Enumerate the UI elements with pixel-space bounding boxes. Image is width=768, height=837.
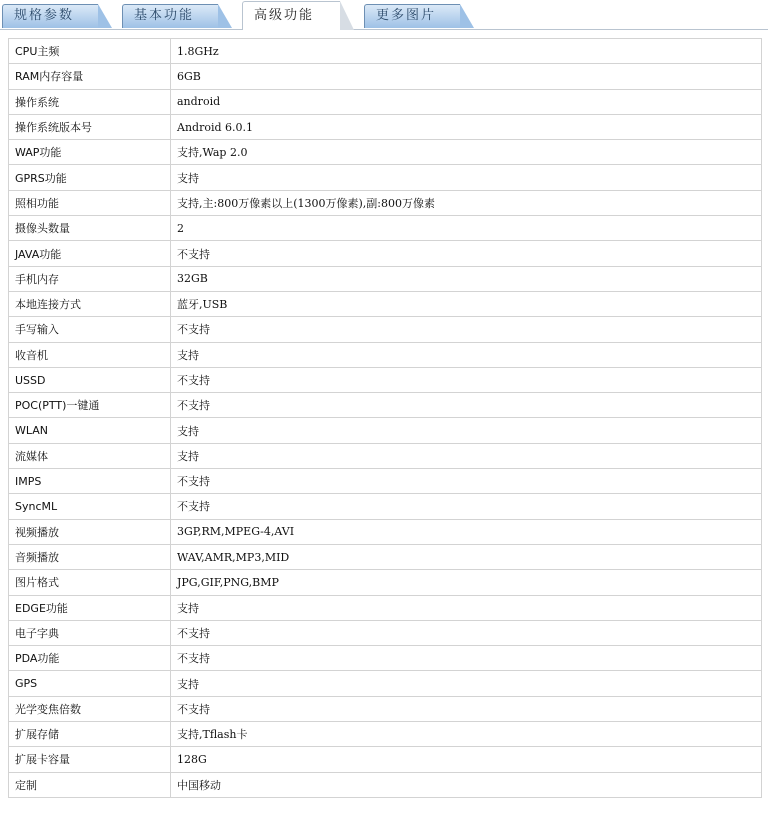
table-row [9, 772, 762, 797]
spec-name: EDGE功能 [9, 595, 171, 620]
spec-value: 2 [171, 216, 762, 241]
table-row [9, 620, 762, 645]
table-row [9, 469, 762, 494]
spec-value: 不支持 [171, 494, 762, 519]
spec-name: USSD [9, 367, 171, 392]
tab-basic-features[interactable] [122, 4, 232, 28]
spec-value: 128G [171, 747, 762, 772]
spec-value: 支持,Wap 2.0 [171, 140, 762, 165]
spec-name: 操作系统 [9, 89, 171, 114]
spec-value: 不支持 [171, 646, 762, 671]
table-row [9, 418, 762, 443]
table-row [9, 165, 762, 190]
tab-label: 高级功能 [254, 8, 315, 23]
spec-name: 视频播放 [9, 519, 171, 544]
spec-value: 不支持 [171, 469, 762, 494]
spec-name: 手机内存 [9, 266, 171, 291]
spec-name: GPS [9, 671, 171, 696]
spec-value: 支持 [171, 595, 762, 620]
spec-value: 支持 [171, 671, 762, 696]
spec-name: 光学变焦倍数 [9, 696, 171, 721]
spec-name: 操作系统版本号 [9, 114, 171, 139]
table-row [9, 519, 762, 544]
spec-value: 不支持 [171, 317, 762, 342]
table-row [9, 544, 762, 569]
spec-name: CPU主频 [9, 39, 171, 64]
tab-advanced-features[interactable] [242, 1, 354, 30]
spec-name: 定制 [9, 772, 171, 797]
spec-name: 收音机 [9, 342, 171, 367]
table-row [9, 595, 762, 620]
spec-value: 支持,主:800万像素以上(1300万像素),副:800万像素 [171, 190, 762, 215]
spec-value: 不支持 [171, 620, 762, 645]
spec-value: 不支持 [171, 241, 762, 266]
spec-value: 支持,Tflash卡 [171, 722, 762, 747]
spec-name: SyncML [9, 494, 171, 519]
spec-name: IMPS [9, 469, 171, 494]
spec-value: android [171, 89, 762, 114]
spec-value: 不支持 [171, 393, 762, 418]
table-row [9, 64, 762, 89]
table-row [9, 671, 762, 696]
table-row [9, 443, 762, 468]
spec-name: 图片格式 [9, 570, 171, 595]
tab-label: 更多图片 [376, 8, 437, 23]
table-row [9, 747, 762, 772]
spec-name: 照相功能 [9, 190, 171, 215]
spec-value: Android 6.0.1 [171, 114, 762, 139]
spec-value: 不支持 [171, 696, 762, 721]
tab-label: 规格参数 [14, 8, 75, 23]
table-row [9, 317, 762, 342]
spec-name: POC(PTT)一键通 [9, 393, 171, 418]
spec-name: GPRS功能 [9, 165, 171, 190]
spec-name: 摄像头数量 [9, 216, 171, 241]
spec-value: JPG,GIF,PNG,BMP [171, 570, 762, 595]
table-row [9, 342, 762, 367]
spec-name: JAVA功能 [9, 241, 171, 266]
table-row [9, 696, 762, 721]
spec-value: 支持 [171, 443, 762, 468]
spec-value: 支持 [171, 418, 762, 443]
spec-name: 流媒体 [9, 443, 171, 468]
table-row [9, 570, 762, 595]
spec-name: 手写输入 [9, 317, 171, 342]
table-row [9, 39, 762, 64]
spec-name: WAP功能 [9, 140, 171, 165]
spec-name: PDA功能 [9, 646, 171, 671]
table-row [9, 494, 762, 519]
table-row [9, 89, 762, 114]
spec-value: 支持 [171, 342, 762, 367]
spec-name: 扩展存储 [9, 722, 171, 747]
spec-value: 3GP,RM,MPEG-4,AVI [171, 519, 762, 544]
tab-label: 基本功能 [134, 8, 195, 23]
tab-spec-params[interactable] [2, 4, 112, 28]
spec-table-body [9, 39, 762, 798]
table-row [9, 266, 762, 291]
spec-value: 蓝牙,USB [171, 291, 762, 316]
spec-value: 中国移动 [171, 772, 762, 797]
spec-value: WAV,AMR,MP3,MID [171, 544, 762, 569]
spec-name: WLAN [9, 418, 171, 443]
table-row [9, 190, 762, 215]
table-row [9, 114, 762, 139]
table-row [9, 393, 762, 418]
spec-name: RAM内存容量 [9, 64, 171, 89]
spec-name: 音频播放 [9, 544, 171, 569]
tab-bar [0, 0, 768, 30]
table-row [9, 646, 762, 671]
table-row [9, 216, 762, 241]
tab-more-images[interactable] [364, 4, 474, 28]
table-row [9, 722, 762, 747]
spec-name: 本地连接方式 [9, 291, 171, 316]
spec-name: 扩展卡容量 [9, 747, 171, 772]
spec-table [8, 38, 762, 798]
spec-value: 1.8GHz [171, 39, 762, 64]
spec-value: 6GB [171, 64, 762, 89]
spec-value: 支持 [171, 165, 762, 190]
spec-name: 电子字典 [9, 620, 171, 645]
table-row [9, 367, 762, 392]
spec-value: 32GB [171, 266, 762, 291]
table-row [9, 241, 762, 266]
spec-value: 不支持 [171, 367, 762, 392]
table-row [9, 291, 762, 316]
table-row [9, 140, 762, 165]
